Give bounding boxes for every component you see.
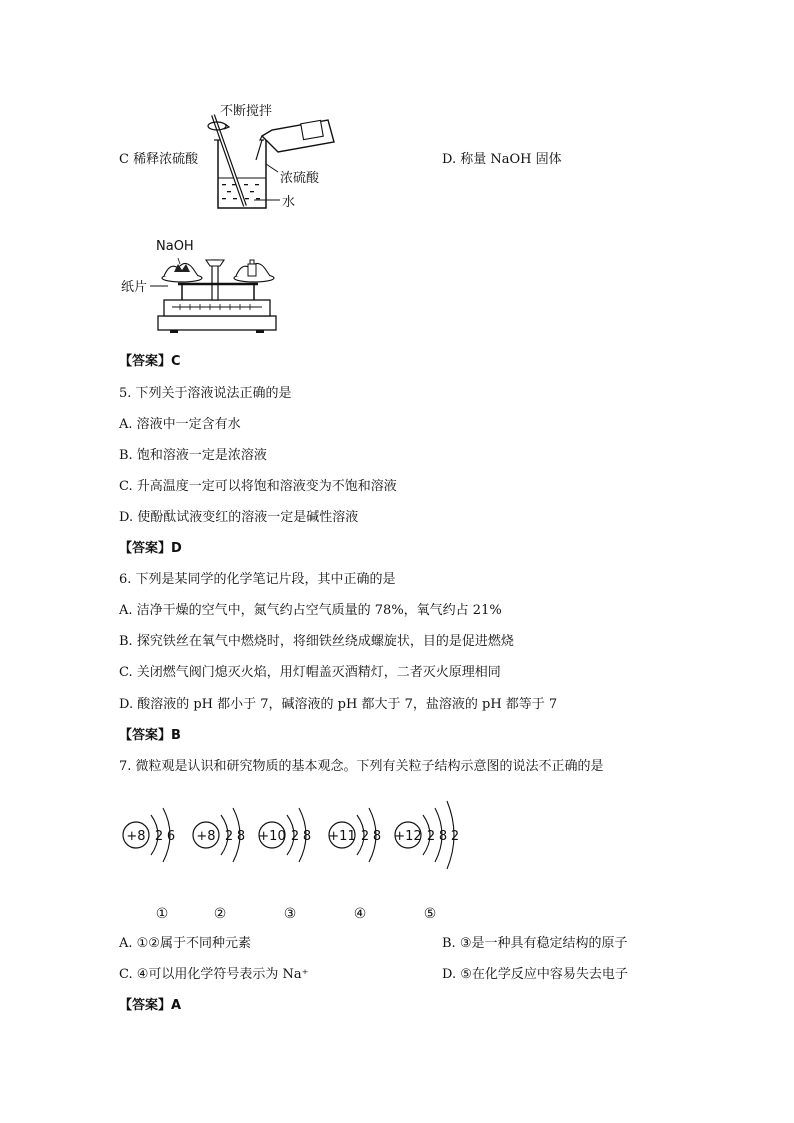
- q7-option-a: A. ①②属于不同种元素: [119, 936, 251, 951]
- q4-option-c: C 稀释浓硫酸: [119, 152, 199, 167]
- diagram-marker: ①: [155, 906, 169, 922]
- naoh-label: NaOH: [156, 239, 194, 254]
- water-label: 水: [282, 195, 296, 210]
- q6-option-a: A. 洁净干燥的空气中，氮气约占空气质量的 78%，氧气约占 21%: [119, 603, 502, 618]
- q7-answer: 【答案】A: [119, 998, 182, 1013]
- shell-electron-count: 2: [290, 829, 300, 844]
- dilution-figure: [198, 100, 368, 215]
- balance-figure: [120, 234, 280, 334]
- q6-stem: 6. 下列是某同学的化学笔记片段，其中正确的是: [119, 572, 396, 587]
- q4-option-d: D. 称量 NaOH 固体: [442, 152, 562, 167]
- q5-option-b: B. 饱和溶液一定是浓溶液: [119, 448, 267, 463]
- q5-answer: 【答案】D: [119, 541, 182, 556]
- acid-label: 浓硫酸: [280, 171, 320, 186]
- diagram-marker: ④: [353, 906, 367, 922]
- q5-option-c: C. 升高温度一定可以将饱和溶液变为不饱和溶液: [119, 479, 397, 494]
- q7-stem: 7. 微粒观是认识和研究物质的基本观念。下列有关粒子结构示意图的说法不正确的是: [119, 759, 604, 774]
- shell-electron-count: 8: [302, 829, 312, 844]
- q7-option-b: B. ③是一种具有稳定结构的原子: [442, 936, 628, 951]
- stir-label: 不断搅拌: [220, 104, 273, 119]
- diagram-marker: ③: [283, 906, 297, 922]
- shell-electron-count: 8: [236, 829, 246, 844]
- nucleus-charge: +10: [258, 829, 286, 844]
- nucleus-charge: +8: [126, 829, 146, 844]
- q7-option-c: C. ④可以用化学符号表示为 Na⁺: [119, 967, 309, 982]
- q5-option-d: D. 使酚酞试液变红的溶液一定是碱性溶液: [119, 510, 359, 525]
- shell-electron-count: 8: [372, 829, 382, 844]
- shell-electron-count: 2: [224, 829, 234, 844]
- q6-option-d: D. 酸溶液的 pH 都小于 7，碱溶液的 pH 都大于 7，盐溶液的 pH 都等于 7: [119, 697, 558, 712]
- diagram-marker: ②: [213, 906, 227, 922]
- nucleus-charge: +12: [394, 829, 422, 844]
- q6-option-b: B. 探究铁丝在氧气中燃烧时，将细铁丝绕成螺旋状，目的是促进燃烧: [119, 634, 514, 649]
- shell-electron-count: 2: [426, 829, 436, 844]
- atom-structure-diagrams: [110, 785, 490, 925]
- q5-option-a: A. 溶液中一定含有水: [119, 417, 241, 432]
- q6-option-c: C. 关闭燃气阀门熄灭火焰，用灯帽盖灭酒精灯，二者灭火原理相同: [119, 665, 501, 680]
- nucleus-charge: +8: [196, 829, 216, 844]
- shell-electron-count: 6: [166, 829, 176, 844]
- shell-electron-count: 2: [450, 829, 460, 844]
- shell-electron-count: 8: [438, 829, 448, 844]
- q4-answer: 【答案】C: [119, 354, 181, 369]
- nucleus-charge: +11: [328, 829, 356, 844]
- diagram-marker: ⑤: [423, 906, 437, 922]
- q7-option-d: D. ⑤在化学反应中容易失去电子: [442, 967, 628, 982]
- paper-label: 纸片: [121, 280, 148, 295]
- q6-answer: 【答案】B: [119, 728, 181, 743]
- q5-stem: 5. 下列关于溶液说法正确的是: [119, 386, 292, 401]
- shell-electron-count: 2: [360, 829, 370, 844]
- shell-electron-count: 2: [154, 829, 164, 844]
